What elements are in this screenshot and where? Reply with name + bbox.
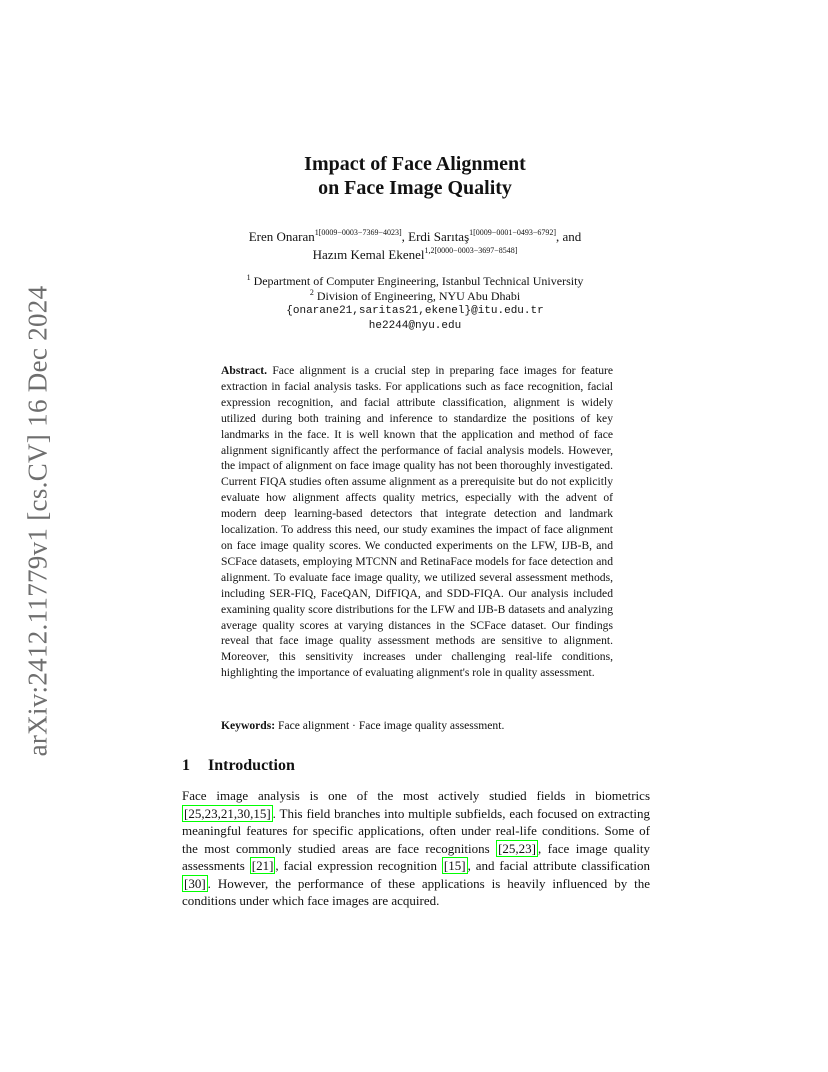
keywords-text: Face alignment · Face image quality assessment. [278,719,505,732]
section-title: Introduction [208,757,295,774]
affiliation-1: Department of Computer Engineering, Istanbul Technical University [253,274,584,288]
affiliation-1-number: 1 [246,273,251,282]
intro-paragraph [182,787,650,910]
abstract-text: Face alignment is a crucial step in preparing face images for feature extraction in facial analysis tasks. For applications such as face recognition, facial expression recognition, and facial attribute classification, alignment is widely utilized during both training and inference to standardize the positions of key landmarks in the face. It is well known that the application and method of face alignment significantly affect the performance of facial analysis models. However, the impact of alignment on face image quality has not been thoroughly investigated. Current FIQA studies often assume alignment as a prerequisite but do not explicitly evaluate how alignment affects quality metrics, especially with the advent of modern deep learning-based detectors that integrate detection and landmark localization. To address this need, our study examines the impact of face alignment on face image quality scores. We conducted experiments on the LFW, IJB-B, and SCFace datasets, employing MTCNN and RetinaFace models for face detection and alignment. To evaluate face image quality, we utilized several assessment methods, including SER-FIQ, FaceQAN, DifFIQA, and SDD-FIQA. Our analysis included examining quality score distributions for the LFW and IJB-B datasets and analyzing average quality scores at varying distances in the SCFace dataset. Our findings reveal that face image quality assessment methods are sensitive to alignment. Moreover, this sensitivity increases under challenging real-life conditions, highlighting the importance of evaluating alignment's role in quality assessment. [221,364,613,680]
section-number: 1 [182,757,190,774]
abstract [221,363,613,681]
author-list: Eren Onaran$^{1[0009-0003-7369-4023]}$, Erdi Sarıtaş$^{1[0009-0001-0493-6792]}$, and Hazım Kemal Ekenel$^{1,2[0000-0003-3697-8548]}$ [248,228,582,262]
author-2-name: Erdi Sarıtaş [408,229,470,244]
arxiv-sidebar-stamp [18,283,58,758]
intro-text: , face image quality assessments [182,840,650,873]
intro-text: . However, the performance of these applications is heavily influenced by the conditions under which face images are acquired. [182,875,650,908]
citation-link[interactable]: [15] [443,858,466,873]
citation-link[interactable]: [25,23,21,30,15] [184,805,271,821]
author-3-name: Hazım Kemal Ekenel [312,247,425,262]
author-2-orcid: 1[0009−0001−0493−6792] [469,228,557,237]
citation-link[interactable]: [25,23] [498,840,536,856]
author-and: , and [556,229,582,244]
author-3-orcid: 1,2[0000−0003−3697−8548] [424,246,518,255]
email-1[interactable]: {onarane21,saritas21,ekenel}@itu.edu.tr [286,305,544,317]
abstract-label: Abstract. [221,364,268,377]
author-1-name: Eren Onaran [248,229,315,244]
intro-text: . This field branches into multiple subfields, each focused on extracting meaningful features for specific applications, often under real-life conditions. Some of the most commonly studied areas are face recognitions [182,805,650,856]
affiliation-2: Division of Engineering, NYU Abu Dhabi [316,289,521,303]
title-line-1: Impact of Face Alignment [304,153,526,175]
affiliation-2-number: 2 [309,288,314,297]
paper-title [180,152,650,200]
arxiv-identifier: arXiv:2412.11779v1 [cs.CV] 16 Dec 2024 [22,285,53,756]
citation-link[interactable]: [30] [184,875,206,891]
intro-text: , and facial attribute classification [467,858,650,873]
intro-text: , facial expression recognition [275,858,442,873]
email-2[interactable]: he2244@nyu.edu [368,320,462,332]
title-line-2: on Face Image Quality [318,177,512,199]
author-1-orcid: 1[0009−0003−7369−4023] [314,228,402,237]
affiliations [180,274,650,334]
intro-text: Face image analysis is one of the most actively studied fields in biometrics [182,788,650,803]
section-heading [182,757,295,775]
keywords [221,718,613,734]
citation-link[interactable]: [21] [251,858,274,873]
keywords-label: Keywords: [221,719,276,732]
